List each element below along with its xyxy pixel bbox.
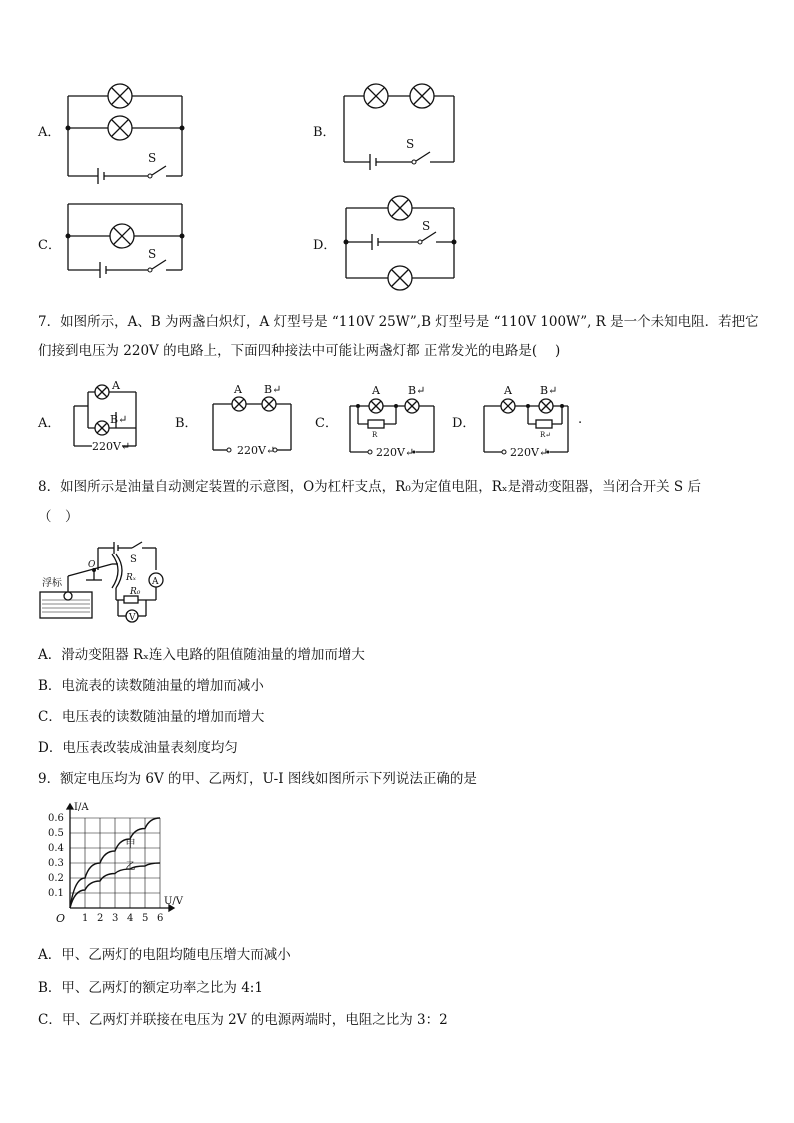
svg-text:A: A	[372, 384, 380, 397]
svg-text:A: A	[112, 379, 120, 392]
svg-text:A: A	[234, 383, 242, 396]
q8-option-c: C．电压表的读数随油量的增加而增大	[38, 709, 265, 725]
q6-circuit-c	[60, 196, 190, 276]
x-tick-label: 1	[82, 913, 89, 924]
svg-text:R↵: R↵	[540, 431, 552, 439]
q8-question-line1: 8．如图所示是油量自动测定装置的示意图，O为杠杆支点，R₀为定值电阻，Rₓ是滑动变阻器，当闭合开关 S 后	[38, 479, 701, 495]
q7-circuit-d	[476, 380, 576, 460]
q7-circuit-c	[342, 380, 442, 460]
q8-option-d: D．电压表改装成油量表刻度均匀	[38, 740, 238, 756]
svg-text:S: S	[148, 247, 157, 261]
svg-text:R₀: R₀	[130, 587, 141, 597]
q8-oil-gauge-diagram	[38, 540, 168, 623]
x-tick-label: 3	[112, 913, 119, 924]
svg-text:B↵: B↵	[408, 384, 426, 397]
q9-option-a: A．甲、乙两灯的电阻均随电压增大而减小	[38, 947, 291, 963]
series-label-jia: 甲	[125, 839, 136, 850]
svg-text:B↵: B↵	[110, 413, 128, 426]
q9-option-c: C．甲、乙两灯并联接在电压为 2V 的电源两端时，电阻之比为 3：2	[38, 1012, 448, 1028]
svg-text:220V↵: 220V↵	[92, 440, 131, 453]
svg-text:220V↵: 220V↵	[237, 444, 276, 457]
svg-text:A: A	[152, 577, 159, 587]
svg-text:S: S	[422, 219, 431, 233]
q6-option-d-label: D．	[313, 238, 337, 253]
y-tick-label: 0.6	[48, 813, 64, 824]
q6-option-a-label: A．	[38, 125, 61, 140]
q6-option-b-label: B．	[313, 125, 336, 140]
svg-text:B↵: B↵	[264, 383, 282, 396]
q6-circuit-d	[338, 196, 463, 286]
q9-ui-chart	[40, 800, 200, 932]
q7-option-b-label: B．	[175, 416, 198, 431]
x-tick-label: 6	[157, 913, 164, 924]
svg-text:O: O	[88, 560, 96, 570]
svg-text:B↵: B↵	[540, 384, 558, 397]
svg-text:R: R	[372, 431, 378, 439]
x-axis-label: U/V	[164, 896, 184, 907]
q6-option-c-label: C．	[38, 238, 61, 253]
q7-circuit-b	[205, 380, 300, 460]
q6-circuit-a	[60, 80, 190, 180]
svg-text:A: A	[504, 384, 512, 397]
q7-question-line2: 们接到电压为 220V 的电路上，下面四种接法中可能让两盏灯都 正常发光的电路是( )	[38, 343, 561, 359]
svg-text:220V↵: 220V↵	[376, 446, 415, 459]
lamp-icon	[66, 84, 185, 184]
q7-option-d-label: D．	[452, 416, 476, 431]
q9-question-line1: 9．额定电压均为 6V 的甲、乙两灯，U-I 图线如图所示下列说法正确的是	[38, 771, 477, 787]
y-tick-label: 0.1	[48, 888, 64, 899]
svg-text:浮标: 浮标	[42, 578, 62, 589]
svg-text:S: S	[406, 137, 415, 151]
q7-question-line1: 7．如图所示，A、B 为两盏白炽灯，A 灯型号是 “110V 25W”,B 灯型号是 “110V 100W”, R 是一个未知电阻．若把它	[38, 314, 759, 330]
x-tick-label: 2	[97, 913, 104, 924]
q7-option-a-label: A．	[38, 416, 61, 431]
q8-option-a: A．滑动变阻器 Rₓ连入电路的阻值随油量的增加而增大	[38, 647, 365, 663]
q7-option-c-label: C．	[315, 416, 338, 431]
x-tick-label: 5	[142, 913, 149, 924]
svg-text:S: S	[148, 151, 157, 165]
q9-option-b: B．甲、乙两灯的额定功率之比为 4:1	[38, 980, 263, 996]
x-tick-label: 4	[127, 913, 134, 924]
svg-text:S: S	[130, 554, 137, 565]
q6-circuit-b	[336, 80, 466, 170]
svg-text:Rₓ: Rₓ	[126, 573, 136, 583]
q8-question-line2: （ ）	[38, 509, 79, 525]
svg-text:V: V	[129, 613, 136, 623]
y-axis-label: I/A	[74, 802, 89, 813]
y-tick-label: 0.3	[48, 858, 64, 869]
y-axis-arrow	[67, 804, 73, 809]
y-tick-label: 0.2	[48, 873, 64, 884]
q7-end-mark: .	[578, 412, 583, 427]
svg-text:220V↵: 220V↵	[510, 446, 549, 459]
y-tick-label: 0.4	[48, 843, 64, 854]
y-tick-label: 0.5	[48, 828, 64, 839]
q7-circuit-a	[66, 378, 146, 458]
q8-option-b: B．电流表的读数随油量的增加而减小	[38, 678, 264, 694]
series-label-yi: 乙	[125, 861, 136, 873]
origin-label: O	[56, 912, 66, 925]
